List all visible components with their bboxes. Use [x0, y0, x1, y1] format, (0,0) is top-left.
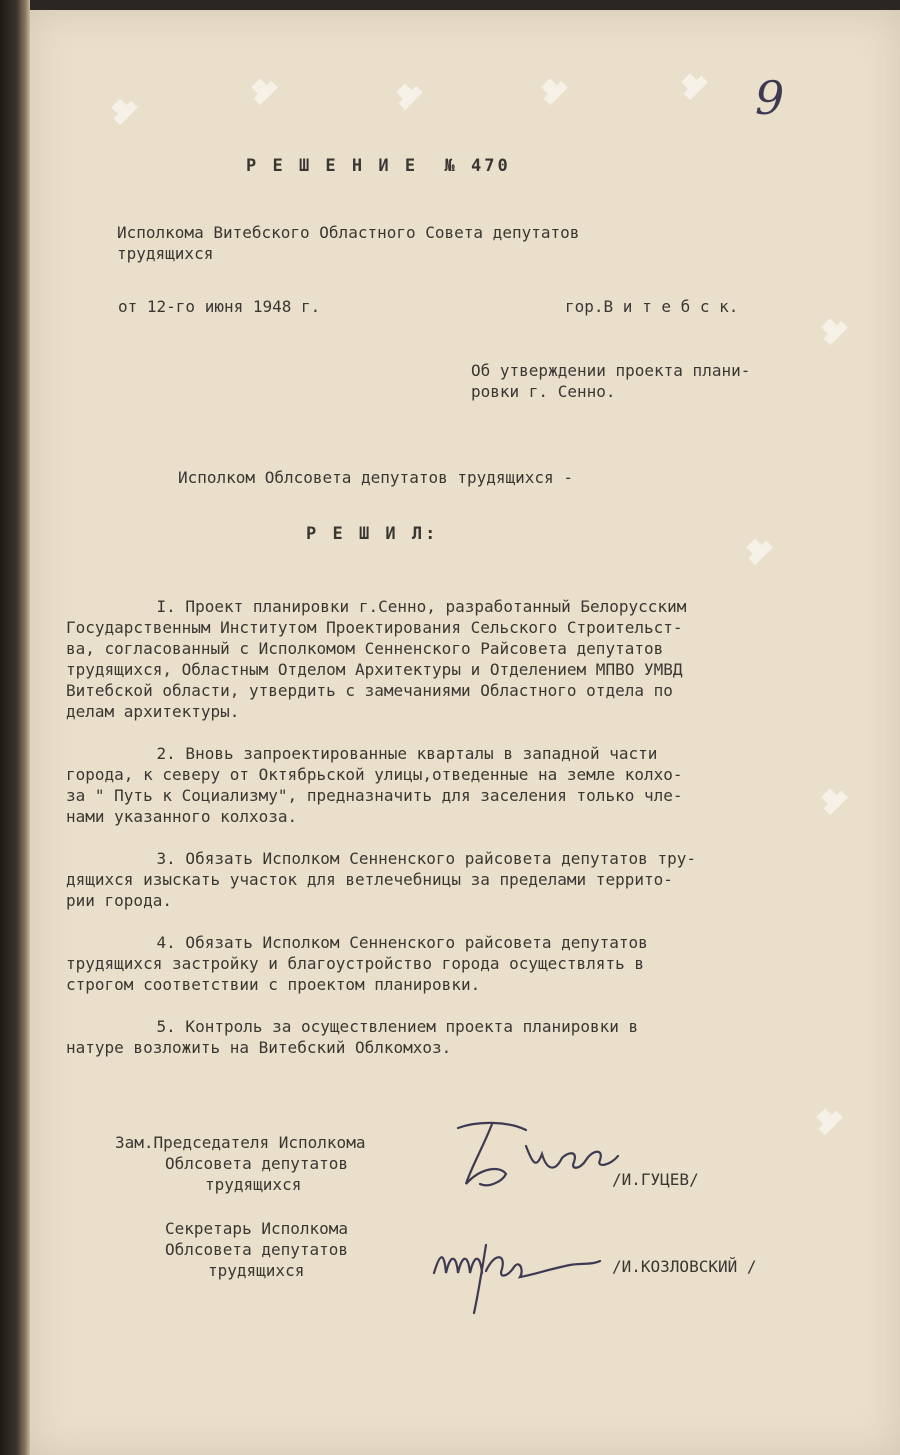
item-4-line: трудящихся застройку и благоустройство города осуществлять в	[66, 954, 644, 973]
watermark-icon: ▟▙	[676, 69, 708, 100]
item-5-line: натуре возложить на Витебский Облкомхоз.	[66, 1038, 452, 1057]
item-1-line: делам архитектуры.	[66, 702, 240, 721]
item-2-line: 2. Вновь запроектированные кварталы в западной части	[118, 744, 658, 763]
signature-1-icon	[440, 1110, 640, 1200]
watermark-icon: ▟▙	[106, 94, 138, 125]
item-1-line: I. Проект планировки г.Сенно, разработанный Белорусским	[118, 597, 687, 616]
resolved-heading: Р Е Ш И Л:	[306, 524, 439, 544]
item-5-line: 5. Контроль за осуществлением проекта планировки в	[118, 1017, 639, 1036]
watermark-icon: ▟▙	[741, 534, 773, 565]
subject-line-1: Об утверждении проекта плани-	[471, 361, 751, 380]
document-date: от 12-го июня 1948 г.	[118, 297, 321, 316]
item-2-line: за " Путь к Социализму", предназначить для заселения только чле-	[66, 786, 683, 805]
signatory-1-title: Зам.Председателя Исполкома	[115, 1133, 366, 1152]
signature-2-icon	[420, 1225, 610, 1320]
document-place: гор.В и т е б с к.	[565, 297, 739, 316]
item-4-line: 4. Обязать Исполком Сенненского райсовета депутатов	[118, 933, 648, 952]
document-title: Р Е Ш Е Н И Е № 470	[246, 156, 511, 176]
item-1-line: трудящихся, Областным Отделом Архитектуры и Отделением МПВО УМВД	[66, 660, 683, 679]
item-1-line: Витебской области, утвердить с замечаниями Областного отдела по	[66, 681, 673, 700]
page-number: 9	[755, 71, 785, 125]
signatory-1-title: трудящихся	[205, 1175, 302, 1194]
watermark-icon: ▟▙	[816, 314, 848, 345]
signatory-2-title: Секретарь Исполкома	[165, 1219, 349, 1238]
watermark-icon: ▟▙	[391, 79, 423, 110]
watermark-icon: ▟▙	[811, 1104, 843, 1135]
item-3-line: рии города.	[66, 891, 172, 910]
item-2-line: города, к северу от Октябрьской улицы,отведенные на земле колхо-	[66, 765, 683, 784]
watermark-icon: ▟▙	[246, 74, 278, 105]
item-3-line: 3. Обязать Исполком Сенненского райсовета депутатов тру-	[118, 849, 696, 868]
item-1-line: Государственным Институтом Проектирования Сельского Строительст-	[66, 618, 683, 637]
signatory-1-name: /И.ГУЦЕВ/	[612, 1170, 699, 1189]
issuer-line-1: Исполкома Витебского Областного Совета депутатов	[117, 223, 580, 242]
subject-line-2: ровки г. Сенно.	[471, 382, 616, 401]
item-1-line: ва, согласованный с Исполкомом Сенненского Райсовета депутатов	[66, 639, 664, 658]
signatory-2-name: /И.КОЗЛОВСКИЙ /	[612, 1257, 757, 1276]
issuer-line-2: трудящихся	[117, 244, 214, 263]
watermark-icon: ▟▙	[536, 74, 568, 105]
signatory-2-title: трудящихся	[208, 1261, 305, 1280]
preamble: Исполком Облсовета депутатов трудящихся -	[178, 468, 573, 487]
signatory-1-title: Облсовета депутатов	[165, 1154, 349, 1173]
signatory-2-title: Облсовета депутатов	[165, 1240, 349, 1259]
item-4-line: строгом соответствии с проектом планировки.	[66, 975, 481, 994]
watermark-icon: ▟▙	[816, 784, 848, 815]
item-2-line: нами указанного колхоза.	[66, 807, 298, 826]
item-3-line: дящихся изыскать участок для ветлечебницы за пределами террито-	[66, 870, 673, 889]
